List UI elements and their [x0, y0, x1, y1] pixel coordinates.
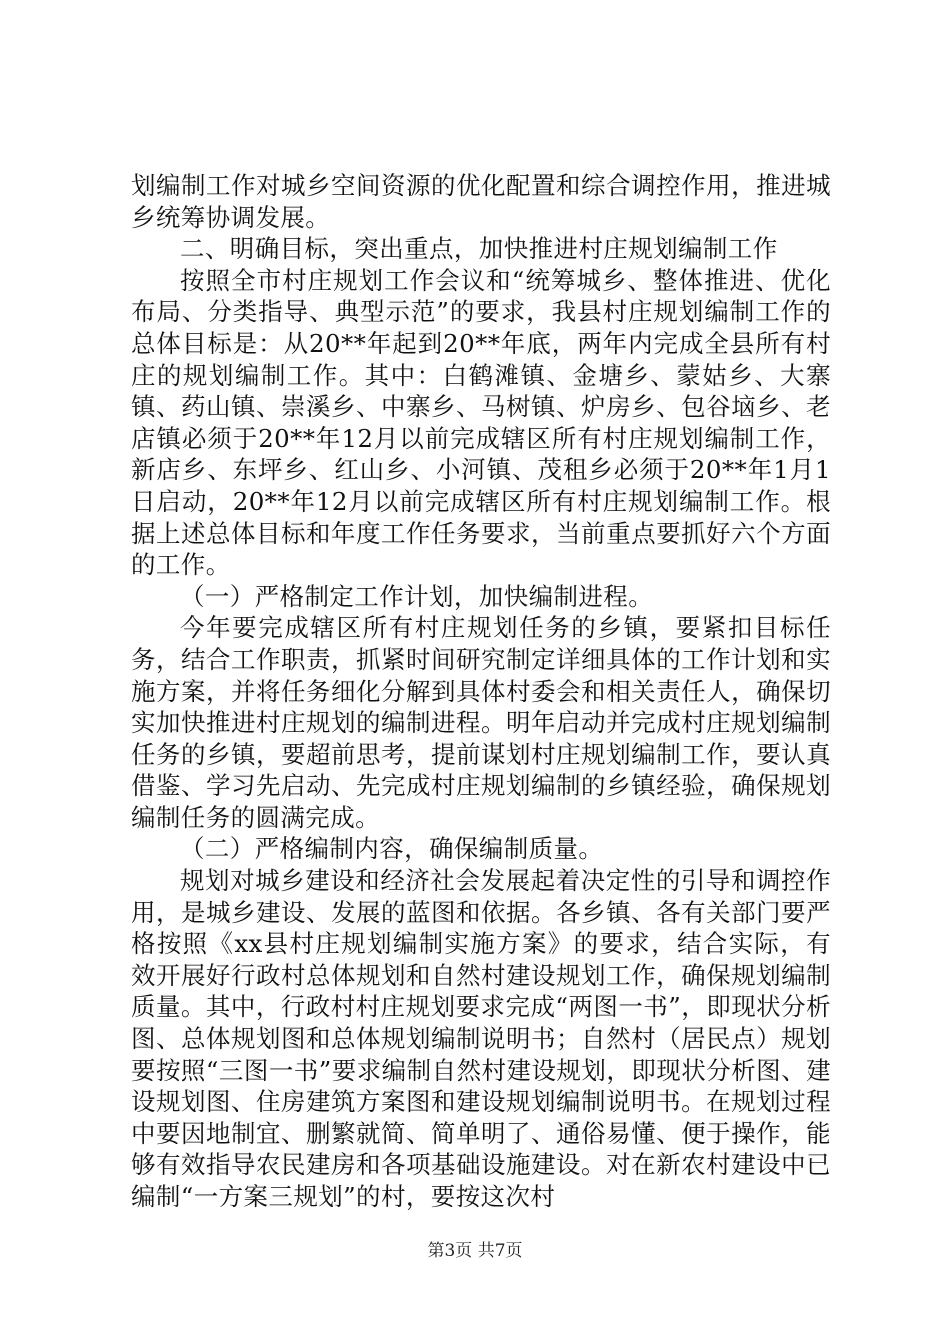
paragraph-targets: 按照全市村庄规划工作会议和“统筹城乡、整体推进、优化布局、分类指导、典型示范”的要求，我县村庄规划编制工作的总体目标是：从20**年起到20**年底，两年内完成全县所有村庄的规划编制工作。其中：白鹤滩镇、金塘乡、蒙姑乡、大寨镇、药山镇、崇溪乡、中寨乡、马树镇、炉房乡、包谷垴乡、老店镇必须于20**年12月以前完成辖区所有村庄规划编制工作，新店乡、东坪乡、红山乡、小河镇、茂租乡必须于20**年1月1日启动，20**年12月以前完成辖区所有村庄规划编制工作。根据上述总体目标和年度工作任务要求，当前重点要抓好六个方面的工作。 [131, 265, 831, 580]
paragraph-work-plan: 今年要完成辖区所有村庄规划任务的乡镇，要紧扣目标任务，结合工作职责，抓紧时间研究制定详细具体的工作计划和实施方案，并将任务细化分解到具体村委会和相关责任人，确保切实加快推进村庄规划的编制进程。明年启动并完成村庄规划编制任务的乡镇，要超前思考，提前谋划村庄规划编制工作，要认真借鉴、学习先启动、先完成村庄规划编制的乡镇经验，确保规划编制任务的圆满完成。 [131, 613, 831, 832]
page-number-footer: 第3页 共7页 [427, 1241, 523, 1261]
section-heading: 二、明确目标，突出重点，加快推进村庄规划编制工作 [180, 234, 778, 264]
subsection-heading-2: （二）严格编制内容，确保编制质量。 [180, 834, 604, 864]
subsection-heading-1: （一）严格制定工作计划，加快编制进程。 [180, 581, 654, 611]
paragraph-continuation: 划编制工作对城乡空间资源的优化配置和综合调控作用，推进城乡统筹协调发展。 [131, 171, 831, 232]
paragraph-quality: 规划对城乡建设和经济社会发展起着决定性的引导和调控作用，是城乡建设、发展的蓝图和依据。各乡镇、各有关部门要严格按照《xx县村庄规划编制实施方案》的要求，结合实际，有效开展好行政村总体规划和自然村建设规划工作，确保规划编制质量。其中，行政村村庄规划要求完成“两图一书”，即现状分析图、总体规划图和总体规划编制说明书；自然村（居民点）规划要按照“三图一书”要求编制自然村建设规划，即现状分析图、建设规划图、住房建筑方案图和建设规划编制说明书。在规划过程中要因地制宜、删繁就简、简单明了、通俗易懂、便于操作，能够有效指导农民建房和各项基础设施建设。对在新农村建设中已编制“一方案三规划”的村，要按这次村 [131, 866, 831, 1211]
document-body [131, 170, 831, 1213]
